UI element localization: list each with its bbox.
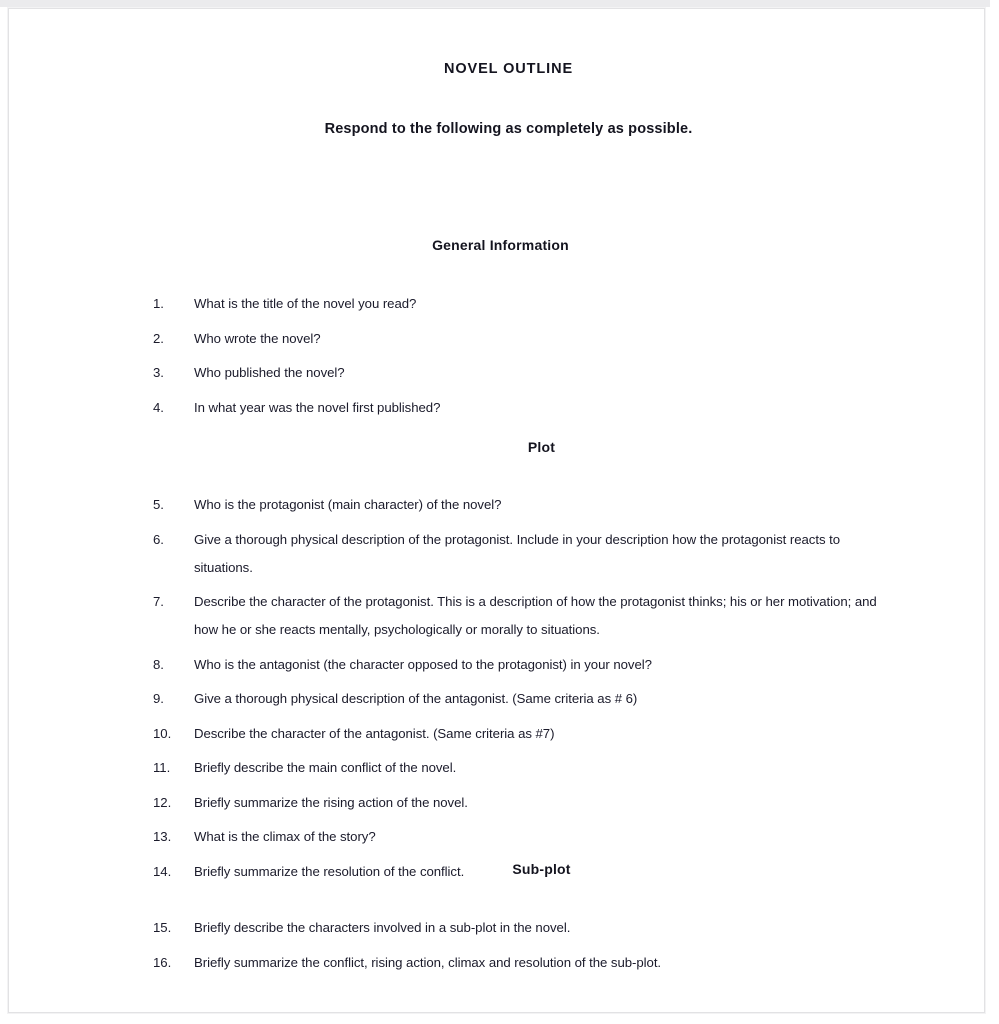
list-item-text: Briefly describe the main conflict of the novel. xyxy=(194,760,457,775)
list-item xyxy=(153,651,893,679)
question-list-plot xyxy=(153,491,893,892)
list-item-text: What is the climax of the story? xyxy=(194,829,376,844)
list-item-number: 6. xyxy=(153,531,164,547)
list-item-text: What is the title of the novel you read? xyxy=(194,296,417,311)
section-heading-sub-plot: Sub-plot xyxy=(512,861,571,877)
list-item xyxy=(153,394,893,422)
section-heading-general-information: General Information xyxy=(432,237,569,253)
document-instructions: Respond to the following as completely as possible. xyxy=(324,121,693,137)
list-item-number: 7. xyxy=(153,594,164,609)
list-item-number: 2. xyxy=(153,330,164,346)
list-item-text: Who is the antagonist (the character opposed to the protagonist) in your novel? xyxy=(194,656,652,672)
page-top-edge-shading xyxy=(0,0,999,7)
list-item xyxy=(153,754,893,782)
question-list-sub-plot xyxy=(153,914,893,983)
list-item xyxy=(153,789,893,817)
list-item-number: 15. xyxy=(153,920,172,935)
list-item-text: Who published the novel? xyxy=(194,365,345,380)
list-item-number: 13. xyxy=(153,829,172,844)
list-item-number: 12. xyxy=(153,794,172,810)
list-item-text: Describe the character of the protagonist. This is a description of how the protagonist thinks; his or her motivation; and how he or she reacts mentally, psychologically or morally to situations. xyxy=(194,594,877,637)
list-item-text: Give a thorough physical description of the protagonist. Include in your description how the protagonist reacts to situations. xyxy=(194,531,840,575)
list-item xyxy=(153,359,893,387)
list-item-text: Who is the protagonist (main character) of the novel? xyxy=(194,497,502,512)
list-item xyxy=(153,720,893,748)
section-heading-plot: Plot xyxy=(527,439,556,455)
list-item-number: 16. xyxy=(153,954,172,970)
list-item-number: 8. xyxy=(153,656,164,672)
list-item-text: Briefly summarize the conflict, rising action, climax and resolution of the sub-plot. xyxy=(194,954,662,970)
list-item xyxy=(153,290,893,318)
list-item-number: 9. xyxy=(153,691,164,706)
list-item-number: 14. xyxy=(153,863,172,879)
list-item-number: 4. xyxy=(153,399,164,415)
list-item xyxy=(153,588,893,644)
list-item xyxy=(153,914,893,942)
list-item-number: 3. xyxy=(153,365,164,380)
document-page xyxy=(8,8,985,1013)
question-list-general-information xyxy=(153,290,893,428)
list-item-number: 11. xyxy=(153,760,171,775)
list-item-number: 5. xyxy=(153,497,164,512)
list-item-text: Briefly summarize the resolution of the conflict. xyxy=(194,863,465,879)
list-item xyxy=(153,491,893,519)
list-item xyxy=(153,685,893,713)
list-item-text: Briefly summarize the rising action of the novel. xyxy=(194,794,468,810)
list-item xyxy=(153,823,893,851)
list-item-text: Who wrote the novel? xyxy=(194,330,321,346)
list-item xyxy=(153,325,893,353)
list-item-text: In what year was the novel first published? xyxy=(194,399,441,415)
page-title: NOVEL OUTLINE xyxy=(443,61,574,77)
list-item-number: 1. xyxy=(153,296,164,311)
list-item-text: Describe the character of the antagonist. (Same criteria as #7) xyxy=(194,725,555,741)
list-item xyxy=(153,526,893,582)
list-item-number: 10. xyxy=(153,725,172,741)
list-item-text: Briefly describe the characters involved in a sub-plot in the novel. xyxy=(194,920,571,935)
list-item xyxy=(153,949,893,977)
list-item-text: Give a thorough physical description of the antagonist. (Same criteria as # 6) xyxy=(194,691,638,706)
